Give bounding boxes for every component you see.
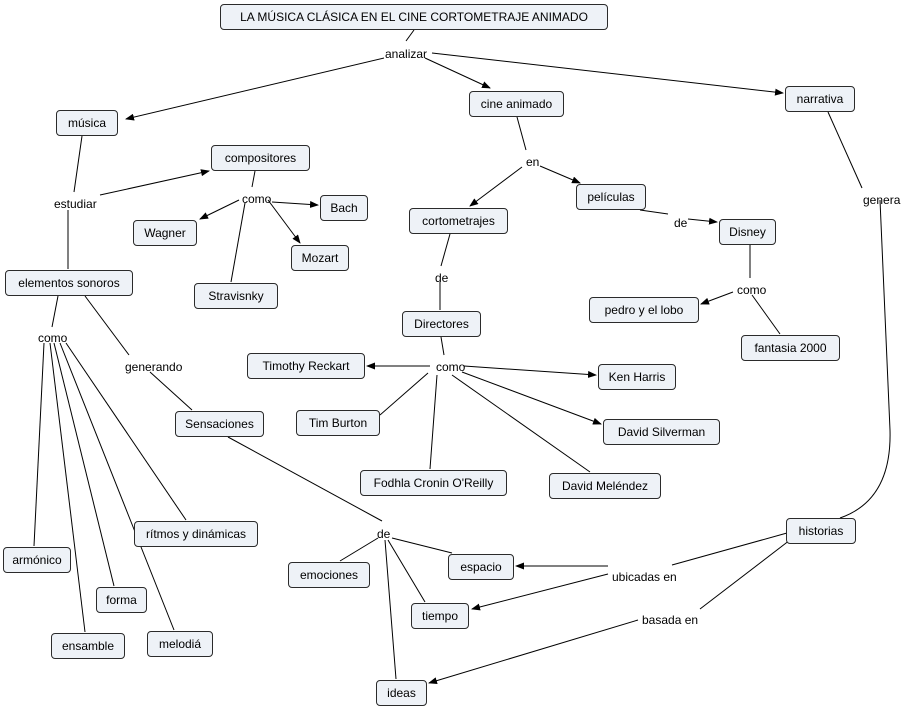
node-ensamble[interactable]: ensamble <box>51 633 125 659</box>
node-espacio[interactable]: espacio <box>448 554 514 580</box>
node-timothy[interactable]: Timothy Reckart <box>247 353 365 379</box>
edge-directores-to-como4 <box>441 337 444 355</box>
edge-estudiar-to-compositores <box>100 171 209 195</box>
node-musica[interactable]: música <box>56 110 118 136</box>
edge-cortos-to-de1 <box>441 234 450 266</box>
edge-compositores-to-como1 <box>252 171 255 187</box>
node-compositores[interactable]: compositores <box>211 145 310 171</box>
node-disney[interactable]: Disney <box>719 219 776 245</box>
edge-analizar-to-narrativa <box>432 53 783 93</box>
edge-historias-to-ubicadas <box>672 533 787 565</box>
node-historias[interactable]: historias <box>786 518 856 544</box>
node-timburton[interactable]: Tim Burton <box>296 410 380 436</box>
edge-como1-to-mozart <box>268 200 300 243</box>
edge-elementos-to-generando <box>85 296 129 355</box>
edge-generando-to-sensaciones <box>150 372 192 410</box>
edge-como4-to-kenharris <box>464 366 596 375</box>
link-label-ubicadas: ubicadas en <box>612 570 677 584</box>
node-melendez[interactable]: David Meléndez <box>549 473 661 499</box>
node-pedrolobo[interactable]: pedro y el lobo <box>589 297 699 323</box>
node-kenharris[interactable]: Ken Harris <box>598 364 676 390</box>
link-label-analizar: analizar <box>385 47 428 61</box>
edge-cine-to-en <box>517 117 526 150</box>
link-label-como2: como <box>38 331 68 345</box>
node-title[interactable]: LA MÚSICA CLÁSICA EN EL CINE CORTOMETRAJE ANIMADO <box>220 4 608 30</box>
link-label-de2: de <box>674 216 688 230</box>
link-label-de3: de <box>377 527 391 541</box>
node-cortos[interactable]: cortometrajes <box>409 208 508 234</box>
node-bach[interactable]: Bach <box>320 195 368 221</box>
node-elementos[interactable]: elementos sonoros <box>5 270 133 296</box>
edge-como2-to-armonico <box>34 343 44 546</box>
edge-analizar-to-cine <box>425 58 490 88</box>
node-stravisnky[interactable]: Stravisnky <box>194 283 278 309</box>
edge-elementos-to-como2 <box>52 296 58 327</box>
edge-como4-to-fodhla <box>430 375 437 469</box>
edge-narrativa-to-genera <box>828 112 862 188</box>
link-label-como1: como <box>242 192 272 206</box>
edge-sensaciones-to-de3 <box>228 437 382 521</box>
edge-como4-to-silverman <box>462 372 601 424</box>
edge-de2-to-disney <box>688 219 717 222</box>
edge-como1-to-bach <box>272 202 318 205</box>
edge-como3-to-pedrolobo <box>701 292 733 304</box>
node-sensaciones[interactable]: Sensaciones <box>175 411 264 437</box>
edge-historias-to-basada <box>700 540 790 609</box>
node-forma[interactable]: forma <box>96 587 147 613</box>
node-narrativa[interactable]: narrativa <box>785 86 855 112</box>
link-label-en: en <box>526 155 540 169</box>
node-directores[interactable]: Directores <box>402 311 481 337</box>
link-label-estudiar: estudiar <box>54 197 97 211</box>
link-label-como3: como <box>737 283 767 297</box>
edge-como1-to-wagner <box>200 200 239 219</box>
edge-como1-to-stravisnky <box>231 203 245 282</box>
node-tiempo[interactable]: tiempo <box>411 603 469 629</box>
edge-basada-to-ideas <box>429 620 638 683</box>
edge-de3-to-espacio <box>392 538 452 553</box>
link-label-de1: de <box>435 271 449 285</box>
edge-como4-to-timburton <box>380 373 428 415</box>
edge-peliculas-to-de2 <box>640 210 668 214</box>
edge-de3-to-tiempo <box>388 540 425 602</box>
node-fantasia[interactable]: fantasia 2000 <box>741 335 840 361</box>
edge-title-to-analizar <box>406 30 414 41</box>
link-label-genera: genera <box>863 193 901 207</box>
node-ritmos[interactable]: rítmos y dinámicas <box>134 521 258 547</box>
node-cine[interactable]: cine animado <box>469 91 564 117</box>
link-label-basada: basada en <box>642 613 699 627</box>
edge-en-to-peliculas <box>540 166 580 183</box>
edge-como4-to-melendez <box>452 375 590 472</box>
edge-en-to-cortos <box>470 167 522 206</box>
node-wagner[interactable]: Wagner <box>133 220 197 246</box>
edge-analizar-to-musica <box>126 58 384 119</box>
edge-genera-to-historias <box>840 200 890 518</box>
link-label-generando: generando <box>125 360 183 374</box>
node-peliculas[interactable]: películas <box>576 184 646 210</box>
edge-como3-to-fantasia <box>752 295 780 334</box>
edge-de3-to-emociones <box>340 538 378 561</box>
node-fodhla[interactable]: Fodhla Cronin O'Reilly <box>360 470 507 496</box>
edge-de3-to-ideas <box>385 540 396 679</box>
edge-como2-to-ensamble <box>50 343 85 632</box>
link-label-como4: como <box>436 360 466 374</box>
node-melodia[interactable]: melodiá <box>147 631 213 657</box>
edge-musica-to-estudiar <box>74 136 82 192</box>
node-silverman[interactable]: David Silverman <box>603 419 720 445</box>
node-mozart[interactable]: Mozart <box>291 245 349 271</box>
node-emociones[interactable]: emociones <box>288 562 370 588</box>
node-armonico[interactable]: armónico <box>3 547 71 573</box>
node-ideas[interactable]: ideas <box>376 680 427 706</box>
